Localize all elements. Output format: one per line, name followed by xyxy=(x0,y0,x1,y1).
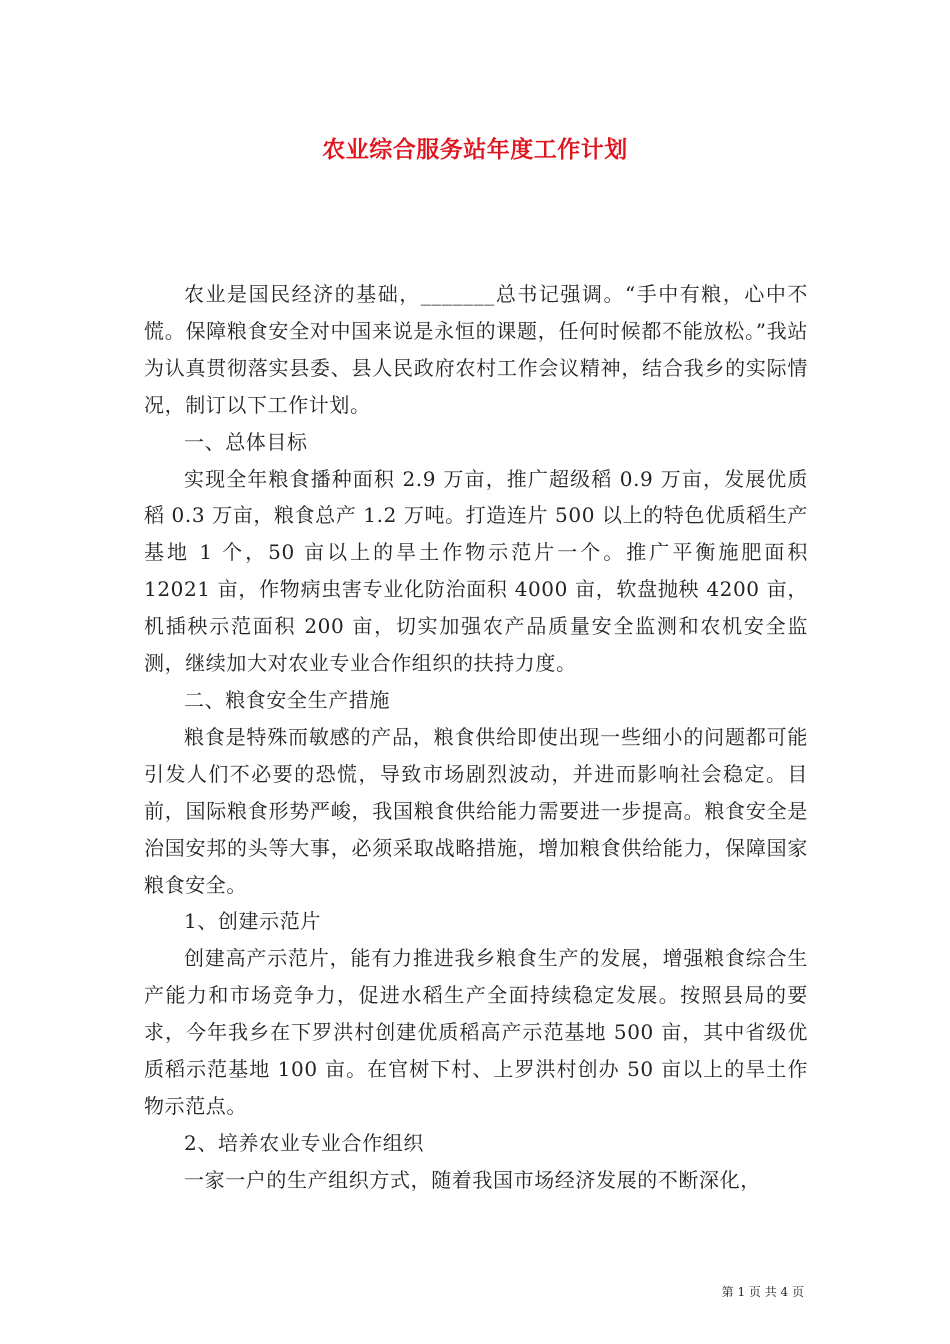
document-title: 农业综合服务站年度工作计划 xyxy=(322,136,628,163)
page-number: 第 1 页 共 4 页 xyxy=(721,1285,804,1299)
paragraph-overall-goal: 实现全年粮食播种面积 2.9 万亩，推广超级稻 0.9 万亩，发展优质稻 0.3 万亩，粮食总产 1.2 万吨。打造连片 500 以上的特色优质稻生产基地 1 个，50 亩以上的旱土作物示范片一个。推广平衡施肥面积 12021 亩，作物病虫害专业化防治面积 4000 亩，软盘抛秧 4200 亩，机插秧示范面积 200 亩，切实加强农产品质量安全监测和农机安全监测，继续加大对农业专业合作组织的扶持力度。 xyxy=(144,466,808,676)
paragraph-intro: 农业是国民经济的基础，_______总书记强调。“手中有粮，心中不慌。保障粮食安全对中国来说是永恒的课题，任何时候都不能放松。”我站为认真贯彻落实县委、县人民政府农村工作会议精神，结合我乡的实际情况，制订以下工作计划。 xyxy=(144,282,808,417)
heading-overall-goal: 一、总体目标 xyxy=(184,429,308,454)
heading-grain-safety: 二、粮食安全生产措施 xyxy=(184,687,390,712)
paragraph-cooperatives: 一家一户的生产组织方式，随着我国市场经济发展的不断深化， xyxy=(184,1167,761,1192)
heading-cooperatives: 2、培养农业专业合作组织 xyxy=(184,1130,424,1155)
paragraph-grain-safety: 粮食是特殊而敏感的产品，粮食供给即使出现一些细小的问题都可能引发人们不必要的恐慌，导致市场剧烈波动，并进而影响社会稳定。目前，国际粮食形势严峻，我国粮食供给能力需要进一步提高。粮食安全是治国安邦的头等大事，必须采取战略措施，增加粮食供给能力，保障国家粮食安全。 xyxy=(144,724,808,897)
heading-demo-zone: 1、创建示范片 xyxy=(184,909,321,934)
paragraph-demo-zone: 创建高产示范片，能有力推进我乡粮食生产的发展，增强粮食综合生产能力和市场竞争力，促进水稻生产全面持续稳定发展。按照县局的要求，今年我乡在下罗洪村创建优质稻高产示范基地 500 亩，其中省级优质稻示范基地 100 亩。在官树下村、上罗洪村创办 50 亩以上的旱土作物示范点。 xyxy=(144,946,808,1118)
document-body xyxy=(144,276,808,1199)
